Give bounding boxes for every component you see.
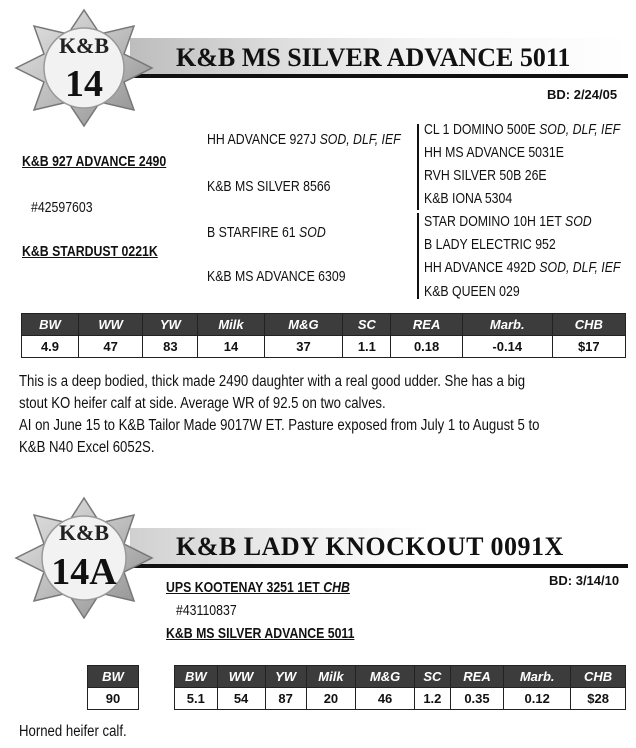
lot1-ss-sire-name: CL 1 DOMINO 500E xyxy=(424,121,536,138)
lot1-epd-header-row xyxy=(22,314,626,336)
epd-value: 83 xyxy=(143,336,198,358)
epd-header: Marb. xyxy=(462,314,552,336)
epd-value: 0.12 xyxy=(504,688,571,710)
lot1-badge-brand: K&B xyxy=(58,33,110,58)
lot1-birth-date: BD: 2/24/05 xyxy=(547,87,618,102)
epd-value: 47 xyxy=(79,336,143,358)
lot1-sire-sire-tag: SOD, DLF, IEF xyxy=(319,131,401,148)
epd-header: CHB xyxy=(552,314,625,336)
lot1-pedigree-bracket-bottom xyxy=(417,213,419,299)
epd-header: REA xyxy=(450,666,503,688)
lot1-dam-sire-name: B STARFIRE 61 xyxy=(207,224,296,241)
epd-header: REA xyxy=(391,314,463,336)
lot1-sd-sire: RVH SILVER 50B 26E xyxy=(424,167,547,184)
epd-header: M&G xyxy=(264,314,343,336)
lot2-badge-brand: K&B xyxy=(58,520,110,545)
lot2-sire-tag: CHB xyxy=(323,579,350,596)
epd-header: YW xyxy=(143,314,198,336)
lot1-lot-number: 14 xyxy=(65,63,103,105)
lot1-sire-sire xyxy=(207,131,401,148)
epd-header: Milk xyxy=(306,666,355,688)
lot1-epd-value-row xyxy=(22,336,626,358)
lot1-description xyxy=(19,371,539,459)
lot1-description-line: This is a deep bodied, thick made 2490 daughter with a real good udder. She has a big xyxy=(19,373,526,390)
lot1-dam-sire-tag: SOD xyxy=(299,224,326,241)
epd-value: 5.1 xyxy=(175,688,218,710)
epd-value: 0.35 xyxy=(450,688,503,710)
epd-header: M&G xyxy=(356,666,415,688)
lot2-title: K&B LADY KNOCKOUT 0091X xyxy=(176,532,564,561)
epd-header: Milk xyxy=(198,314,264,336)
epd-value: 1.1 xyxy=(343,336,391,358)
lot1-sire: K&B 927 ADVANCE 2490 xyxy=(22,153,167,170)
lot2-sire xyxy=(166,579,350,596)
lot1-ds-dam: B LADY ELECTRIC 952 xyxy=(424,236,556,253)
lot1-dd-sire xyxy=(424,259,620,276)
lot1-description-line: AI on June 15 to K&B Tailor Made 9017W ET. Pasture exposed from July 1 to August 5 to xyxy=(19,417,540,434)
lot1-ss-sire-tag: SOD, DLF, IEF xyxy=(539,121,621,138)
bw-header: BW xyxy=(88,666,139,688)
lot2-dam: K&B MS SILVER ADVANCE 5011 xyxy=(166,625,355,642)
lot1-epd-table xyxy=(21,313,626,358)
lot1-description-line: K&B N40 Excel 6052S. xyxy=(19,439,155,456)
lot1-badge xyxy=(14,8,154,128)
bw-value: 90 xyxy=(88,688,139,710)
epd-value: $28 xyxy=(571,688,626,710)
epd-value: $17 xyxy=(552,336,625,358)
lot1-dd-sire-tag: SOD, DLF, IEF xyxy=(539,259,621,276)
epd-header: WW xyxy=(217,666,265,688)
lot2-birth-date: BD: 3/14/10 xyxy=(549,573,620,588)
epd-header: BW xyxy=(175,666,218,688)
lot2-lot-number: 14A xyxy=(51,551,117,593)
lot1-description-line: stout KO heifer calf at side. Average WR of 92.5 on two calves. xyxy=(19,395,386,412)
lot2-badge xyxy=(14,496,154,620)
epd-header: Marb. xyxy=(504,666,571,688)
lot1-dd-sire-name: HH ADVANCE 492D xyxy=(424,259,536,276)
lot1-dam-sire xyxy=(207,224,326,241)
lot1-dd-dam: K&B QUEEN 029 xyxy=(424,283,520,300)
epd-value: 37 xyxy=(264,336,343,358)
lot1-registration: #42597603 xyxy=(31,199,93,216)
lot1-ss-dam: HH MS ADVANCE 5031E xyxy=(424,144,564,161)
lot1-ss-sire xyxy=(424,121,620,138)
epd-header: YW xyxy=(265,666,306,688)
epd-value: 20 xyxy=(306,688,355,710)
epd-value: 46 xyxy=(356,688,415,710)
lot2-sire-name: UPS KOOTENAY 3251 1ET xyxy=(166,579,320,596)
epd-value: 0.18 xyxy=(391,336,463,358)
lot1-pedigree-bracket-top xyxy=(417,124,419,210)
epd-value: 87 xyxy=(265,688,306,710)
lot1-sire-sire-name: HH ADVANCE 927J xyxy=(207,131,317,148)
epd-header: BW xyxy=(22,314,79,336)
lot2-birth-weight-table xyxy=(87,665,139,710)
lot1-title: K&B MS SILVER ADVANCE 5011 xyxy=(176,43,571,72)
epd-value: 54 xyxy=(217,688,265,710)
epd-header: SC xyxy=(414,666,450,688)
lot1-ds-sire-tag: SOD xyxy=(565,213,592,230)
epd-header: WW xyxy=(79,314,143,336)
lot2-description: Horned heifer calf. xyxy=(19,723,127,740)
epd-header: CHB xyxy=(571,666,626,688)
lot1-sire-dam: K&B MS SILVER 8566 xyxy=(207,178,331,195)
lot2-registration: #43110837 xyxy=(176,602,237,619)
lot2-epd-value-row xyxy=(175,688,626,710)
lot1-ds-sire xyxy=(424,213,592,230)
epd-value: -0.14 xyxy=(462,336,552,358)
epd-value: 1.2 xyxy=(414,688,450,710)
lot1-dam: K&B STARDUST 0221K xyxy=(22,243,158,260)
lot2-epd-table xyxy=(174,665,626,710)
epd-value: 14 xyxy=(198,336,264,358)
lot1-ds-sire-name: STAR DOMINO 10H 1ET xyxy=(424,213,562,230)
epd-header: SC xyxy=(343,314,391,336)
lot2-epd-header-row xyxy=(175,666,626,688)
epd-value: 4.9 xyxy=(22,336,79,358)
lot1-dam-dam: K&B MS ADVANCE 6309 xyxy=(207,268,346,285)
lot1-sd-dam: K&B IONA 5304 xyxy=(424,190,513,207)
